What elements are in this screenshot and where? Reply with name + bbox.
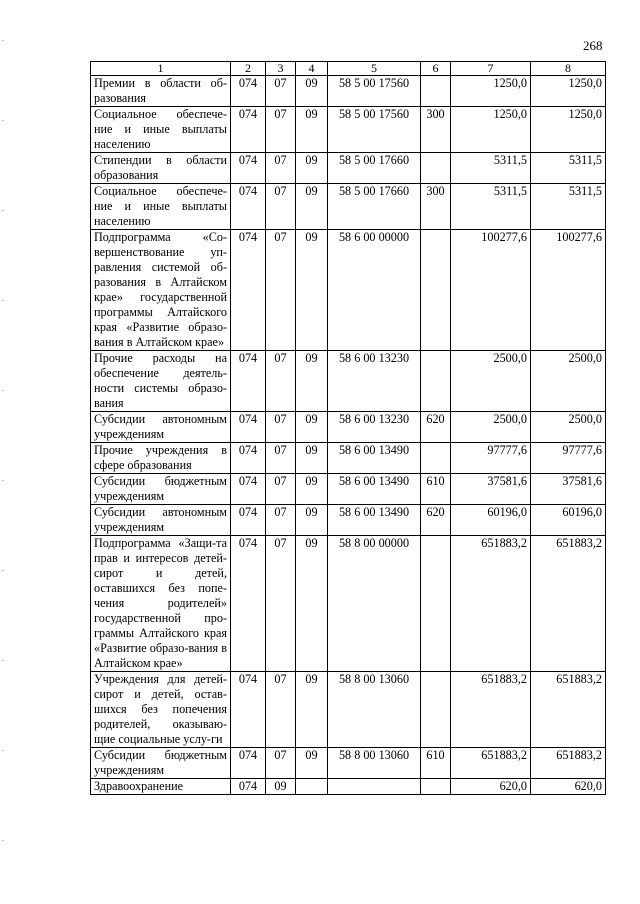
cell-expense-type: 300	[421, 184, 451, 230]
row-name: Субсидии бюджетным учреждениям	[91, 748, 231, 779]
header-cell: 5	[328, 62, 421, 76]
row-name: Субсидии автономным учреждениям	[91, 412, 231, 443]
row-name: Прочие расходы на обеспечение деятель-ности системы образо-вания	[91, 351, 231, 412]
cell-amount-2: 37581,6	[531, 474, 606, 505]
table-row	[91, 230, 606, 351]
cell-amount-1: 2500,0	[451, 412, 531, 443]
scan-margin-marks	[2, 0, 6, 904]
cell-ministry: 074	[231, 230, 266, 351]
header-cell: 7	[451, 62, 531, 76]
cell-target-item: 58 6 00 00000	[328, 230, 421, 351]
cell-ministry: 074	[231, 748, 266, 779]
cell-amount-2: 97777,6	[531, 443, 606, 474]
row-name: Стипендии в области образования	[91, 153, 231, 184]
cell-section: 07	[266, 412, 296, 443]
row-name: Здравоохранение	[91, 779, 231, 795]
table-row	[91, 184, 606, 230]
cell-amount-2: 100277,6	[531, 230, 606, 351]
cell-amount-2: 2500,0	[531, 412, 606, 443]
cell-subsection: 09	[296, 474, 328, 505]
table-row	[91, 76, 606, 107]
cell-amount-1: 1250,0	[451, 107, 531, 153]
cell-section: 07	[266, 153, 296, 184]
table-row	[91, 536, 606, 672]
budget-table	[90, 61, 606, 795]
cell-ministry: 074	[231, 474, 266, 505]
cell-section: 07	[266, 474, 296, 505]
cell-ministry: 074	[231, 153, 266, 184]
row-name: Премии в области об-разования	[91, 76, 231, 107]
row-name: Субсидии бюджетным учреждениям	[91, 474, 231, 505]
row-name: Социальное обеспече-ние и иные выплаты населению	[91, 184, 231, 230]
cell-subsection: 09	[296, 412, 328, 443]
cell-target-item: 58 8 00 13060	[328, 748, 421, 779]
cell-ministry: 074	[231, 76, 266, 107]
cell-target-item: 58 5 00 17560	[328, 107, 421, 153]
table-row	[91, 672, 606, 748]
cell-amount-1: 37581,6	[451, 474, 531, 505]
cell-target-item: 58 6 00 13490	[328, 443, 421, 474]
table-row	[91, 474, 606, 505]
cell-expense-type: 610	[421, 748, 451, 779]
cell-section: 07	[266, 536, 296, 672]
cell-amount-2: 5311,5	[531, 184, 606, 230]
cell-target-item: 58 8 00 00000	[328, 536, 421, 672]
cell-expense-type	[421, 230, 451, 351]
row-name: Субсидии автономным учреждениям	[91, 505, 231, 536]
cell-expense-type	[421, 76, 451, 107]
cell-ministry: 074	[231, 184, 266, 230]
header-row	[91, 62, 606, 76]
header-cell: 1	[91, 62, 231, 76]
cell-ministry: 074	[231, 779, 266, 795]
cell-amount-1: 2500,0	[451, 351, 531, 412]
cell-amount-2: 1250,0	[531, 107, 606, 153]
cell-amount-1: 5311,5	[451, 153, 531, 184]
cell-ministry: 074	[231, 412, 266, 443]
cell-expense-type: 300	[421, 107, 451, 153]
cell-expense-type	[421, 672, 451, 748]
cell-section: 07	[266, 748, 296, 779]
row-name: Подпрограмма «Защи-та прав и интересов детей-сирот и детей, оставшихся без попе-чения родителей» государственной про-граммы Алтайского края «Развитие образо-вания в Алтайском крае»	[91, 536, 231, 672]
cell-subsection: 09	[296, 153, 328, 184]
cell-amount-1: 60196,0	[451, 505, 531, 536]
cell-target-item: 58 6 00 13230	[328, 412, 421, 443]
cell-target-item: 58 6 00 13490	[328, 505, 421, 536]
cell-expense-type	[421, 153, 451, 184]
cell-ministry: 074	[231, 351, 266, 412]
cell-amount-1: 97777,6	[451, 443, 531, 474]
table-row	[91, 153, 606, 184]
table-row	[91, 779, 606, 795]
row-name: Подпрограмма «Со-вершенствование уп-равления системой об-разования в Алтайском крае» государственной программы Алтайского края «Развитие образо-вания в Алтайском крае»	[91, 230, 231, 351]
cell-amount-2: 5311,5	[531, 153, 606, 184]
table-row	[91, 107, 606, 153]
cell-expense-type: 620	[421, 412, 451, 443]
cell-amount-2: 1250,0	[531, 76, 606, 107]
cell-expense-type: 610	[421, 474, 451, 505]
cell-section: 07	[266, 107, 296, 153]
cell-amount-1: 100277,6	[451, 230, 531, 351]
cell-amount-2: 651883,2	[531, 748, 606, 779]
cell-subsection: 09	[296, 184, 328, 230]
cell-expense-type	[421, 443, 451, 474]
cell-section: 07	[266, 672, 296, 748]
cell-target-item: 58 5 00 17660	[328, 184, 421, 230]
cell-section: 07	[266, 76, 296, 107]
header-cell: 6	[421, 62, 451, 76]
cell-target-item: 58 8 00 13060	[328, 672, 421, 748]
cell-target-item: 58 5 00 17560	[328, 76, 421, 107]
cell-amount-1: 651883,2	[451, 748, 531, 779]
cell-subsection: 09	[296, 748, 328, 779]
cell-subsection: 09	[296, 443, 328, 474]
cell-expense-type	[421, 351, 451, 412]
cell-expense-type	[421, 536, 451, 672]
header-cell: 3	[266, 62, 296, 76]
cell-ministry: 074	[231, 672, 266, 748]
cell-section: 07	[266, 505, 296, 536]
cell-amount-2: 2500,0	[531, 351, 606, 412]
cell-target-item: 58 5 00 17660	[328, 153, 421, 184]
cell-amount-2: 651883,2	[531, 672, 606, 748]
cell-subsection: 09	[296, 107, 328, 153]
cell-expense-type	[421, 779, 451, 795]
cell-ministry: 074	[231, 443, 266, 474]
cell-section: 07	[266, 230, 296, 351]
cell-section: 07	[266, 184, 296, 230]
cell-subsection: 09	[296, 230, 328, 351]
cell-amount-2: 620,0	[531, 779, 606, 795]
cell-subsection	[296, 779, 328, 795]
row-name: Учреждения для детей-сирот и детей, остав-шихся без попечения родителей, оказываю-щие социальные услу-ги	[91, 672, 231, 748]
row-name: Социальное обеспече-ние и иные выплаты населению	[91, 107, 231, 153]
cell-ministry: 074	[231, 107, 266, 153]
header-cell: 8	[531, 62, 606, 76]
cell-ministry: 074	[231, 536, 266, 672]
cell-subsection: 09	[296, 672, 328, 748]
cell-subsection: 09	[296, 536, 328, 672]
cell-section: 07	[266, 351, 296, 412]
table-row	[91, 505, 606, 536]
page-number: 268	[583, 38, 603, 53]
cell-subsection: 09	[296, 76, 328, 107]
table-row	[91, 412, 606, 443]
table-row	[91, 351, 606, 412]
cell-target-item: 58 6 00 13490	[328, 474, 421, 505]
cell-section: 09	[266, 779, 296, 795]
cell-section: 07	[266, 443, 296, 474]
cell-amount-1: 651883,2	[451, 672, 531, 748]
cell-target-item	[328, 779, 421, 795]
cell-amount-2: 651883,2	[531, 536, 606, 672]
header-cell: 2	[231, 62, 266, 76]
cell-subsection: 09	[296, 505, 328, 536]
cell-target-item: 58 6 00 13230	[328, 351, 421, 412]
cell-amount-1: 1250,0	[451, 76, 531, 107]
header-cell: 4	[296, 62, 328, 76]
cell-amount-1: 651883,2	[451, 536, 531, 672]
cell-ministry: 074	[231, 505, 266, 536]
cell-amount-1: 5311,5	[451, 184, 531, 230]
row-name: Прочие учреждения в сфере образования	[91, 443, 231, 474]
cell-expense-type: 620	[421, 505, 451, 536]
cell-amount-2: 60196,0	[531, 505, 606, 536]
cell-subsection: 09	[296, 351, 328, 412]
table-row	[91, 443, 606, 474]
cell-amount-1: 620,0	[451, 779, 531, 795]
table-row	[91, 748, 606, 779]
